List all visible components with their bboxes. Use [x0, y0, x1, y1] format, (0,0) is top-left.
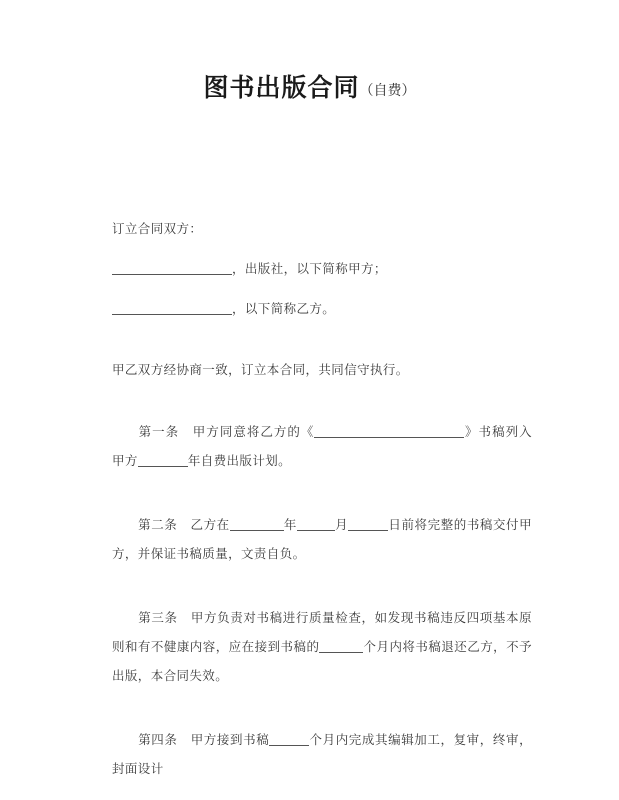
article-2-year-field[interactable] [230, 517, 284, 531]
party-a-name-field[interactable] [112, 261, 232, 275]
article-2-month-field[interactable] [297, 517, 335, 531]
document-title [0, 68, 619, 104]
parties-intro-text: 订立合同双方： [112, 221, 203, 236]
article-1-text-part-2: 》书稿列入甲方 [112, 424, 532, 468]
party-b-suffix-text: ，以下简称乙方。 [232, 301, 336, 316]
article-2 [112, 510, 532, 568]
party-a-line [112, 254, 532, 283]
party-b-name-field[interactable] [112, 301, 232, 315]
party-a-suffix-text: ，出版社，以下简称甲方； [232, 261, 387, 276]
article-4-text-part-2: 个月内完成其编辑加工，复审，终审，封面设计 [112, 732, 532, 776]
document-body [112, 214, 532, 783]
article-3-text-part-2: 个月内将书稿退还乙方，不予出版，本合同失效。 [112, 639, 533, 683]
article-1-year-field[interactable] [138, 453, 188, 467]
article-1-book-title-field[interactable] [314, 424, 464, 438]
article-4-months-field[interactable] [269, 732, 309, 746]
article-3-months-field[interactable] [319, 639, 363, 653]
party-b-line [112, 294, 532, 323]
article-2-label: 第二条 [138, 517, 178, 532]
agreement-statement [112, 355, 532, 384]
article-1 [112, 417, 532, 475]
article-4-label: 第四条 [138, 732, 178, 747]
article-4-text-part-1: 甲方接到书稿 [190, 732, 270, 747]
page-title-subtitle: （自费） [359, 83, 416, 99]
article-3-text-part-1: 甲方负责对书稿进行质量检查，如发现书稿违反四项基本原则和有不健康内容，应在接到书稿的 [112, 610, 532, 654]
article-2-text-part-2: 年 [283, 517, 297, 532]
article-4 [112, 725, 532, 783]
parties-intro-label [112, 214, 532, 243]
article-2-text-part-4: 日前将完整的书稿交付甲方，并保证书稿质量，文责自负。 [112, 517, 533, 561]
article-1-text-part-1: 甲方同意将乙方的《 [192, 424, 315, 439]
article-2-day-field[interactable] [348, 517, 388, 531]
article-3 [112, 603, 532, 690]
article-1-label: 第一条 [138, 424, 180, 439]
article-1-text-part-3: 年自费出版计划。 [187, 453, 292, 468]
article-2-text-part-3: 月 [335, 517, 349, 532]
article-2-text-part-1: 乙方在 [190, 517, 230, 532]
page-title: 图书出版合同 [203, 73, 360, 102]
article-3-label: 第三条 [138, 610, 178, 625]
agreement-statement-text: 甲乙双方经协商一致，订立本合同，共同信守执行。 [112, 362, 409, 377]
